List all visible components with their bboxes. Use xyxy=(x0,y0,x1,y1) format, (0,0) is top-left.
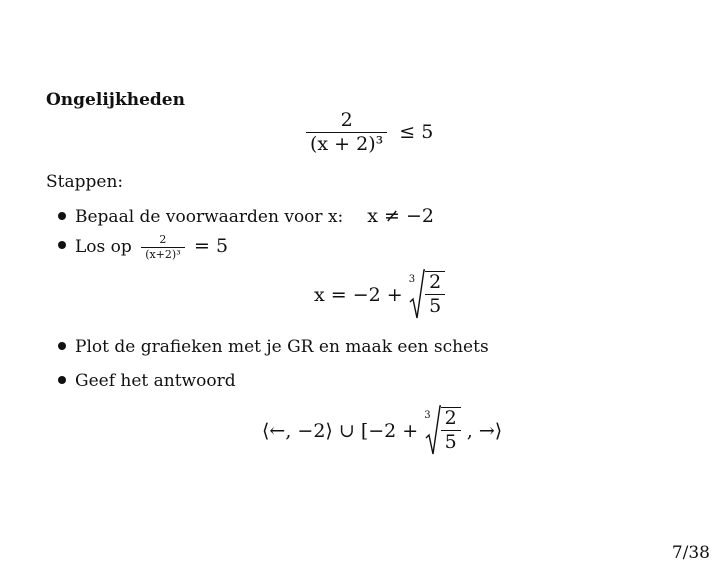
answer-root-index: 3 xyxy=(424,409,431,421)
solve-numerator: 2 xyxy=(159,233,167,246)
page-number: 7/38 xyxy=(671,543,710,563)
inequality-fraction xyxy=(306,110,387,156)
solve-solution xyxy=(314,268,445,322)
answer-interval xyxy=(262,404,502,458)
answer-part2: , →⟩ xyxy=(466,420,503,442)
step-conditions xyxy=(58,205,434,227)
step-conditions-math: x ≠ −2 xyxy=(367,205,434,227)
step-plot xyxy=(58,337,489,357)
solve-rhs: = 5 xyxy=(194,234,229,257)
answer-root-fraction xyxy=(441,407,461,454)
step-plot-text: Plot de grafieken met je GR en maak een schets xyxy=(75,337,489,357)
root-index: 3 xyxy=(408,273,416,285)
bullet-icon xyxy=(58,376,66,384)
cube-root xyxy=(409,268,445,322)
bullet-icon xyxy=(58,212,66,220)
slide-title: Ongelijkheden xyxy=(46,90,185,110)
bullet-icon xyxy=(58,342,66,350)
root-numerator: 2 xyxy=(429,271,442,294)
bullet-icon xyxy=(58,241,66,249)
answer-root-denominator: 5 xyxy=(441,430,461,454)
root-fraction xyxy=(425,271,445,318)
solve-fraction xyxy=(141,234,184,261)
solution-prefix: x = −2 + xyxy=(314,284,403,306)
step-answer-text: Geef het antwoord xyxy=(75,371,236,391)
inequality-relation: ≤ 5 xyxy=(399,120,434,143)
answer-cube-root xyxy=(424,404,460,458)
steps-label: Stappen: xyxy=(46,172,124,192)
solve-denominator: (x+2)³ xyxy=(141,247,184,261)
step-conditions-text: Bepaal de voorwaarden voor x: xyxy=(75,207,344,227)
inequality-numerator: 2 xyxy=(340,109,353,131)
inequality-denominator: (x + 2)³ xyxy=(306,132,387,156)
main-inequality xyxy=(306,110,433,156)
step-solve xyxy=(58,234,228,261)
answer-part1: ⟨←, −2⟩ ∪ [−2 + xyxy=(262,420,419,442)
step-solve-text: Los op xyxy=(75,236,132,257)
root-denominator: 5 xyxy=(425,294,445,318)
answer-root-numerator: 2 xyxy=(444,407,457,430)
step-answer xyxy=(58,371,236,391)
